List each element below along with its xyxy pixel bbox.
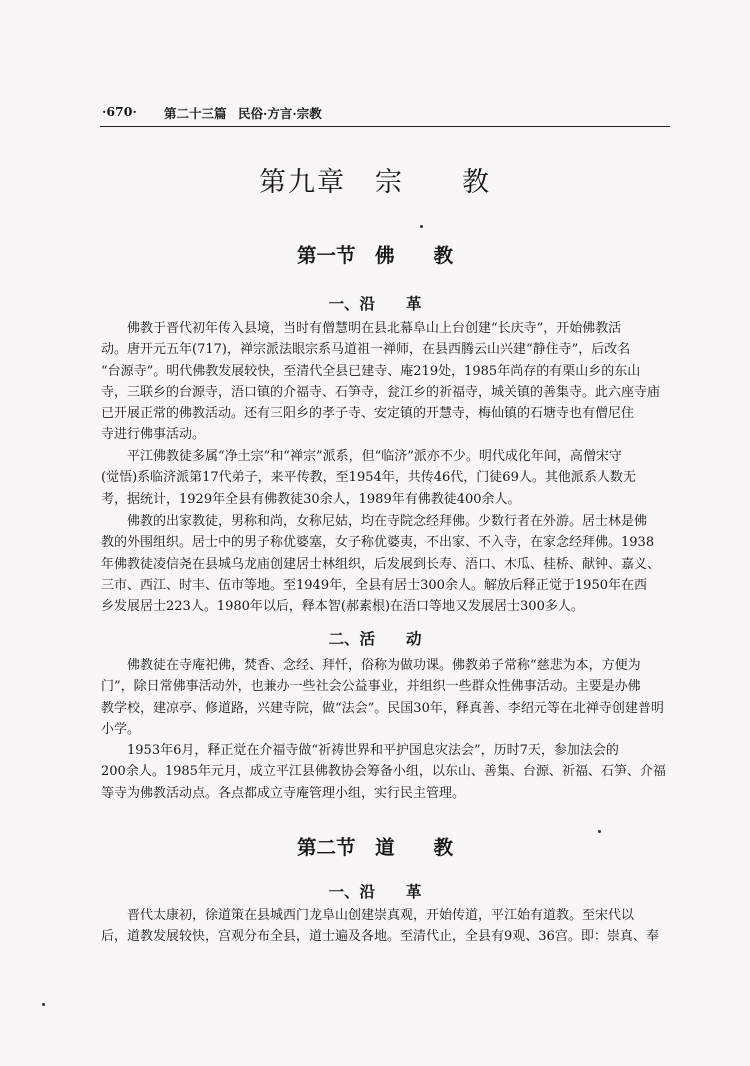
subheading-history: 一、沿 革	[328, 882, 422, 901]
scan-speck	[42, 1003, 45, 1006]
section-title-buddhism: 第一节 佛 教	[296, 244, 453, 267]
text-line: 佛教徒在寺庵祀佛，焚香、念经、拜忏，俗称为做功课。佛教弟子常称“慈悲为本，方便为	[127, 658, 641, 673]
text-line: 门”，除日常佛事活动外，也兼办一些社会公益事业，并组织一些群众性佛事活动。主要是办佛	[101, 679, 641, 695]
text-line: 晋代太康初，徐道策在县城西门龙阜山创建崇真观，开始传道，平江始有道教。至宋代以	[127, 908, 635, 923]
text-line: 寺进行佛事活动。	[101, 427, 206, 443]
running-header	[100, 104, 670, 126]
text-line: 后，道教发展较快，宫观分布全县，道士遍及各地。至清代止，全县有9观、36宫。即：崇真、奉	[101, 929, 659, 945]
text-line: 寺，三联乡的台源寺，浯口镇的介福寺、石笋寺，瓮江乡的祈福寺，城关镇的善集寺。此六座寺庙	[101, 384, 661, 400]
text-line: 乡发展居士223人。1980年以后，释本智(郝素根)在浯口等地又发展居士300多人。	[101, 599, 584, 615]
text-line: 动。唐开元五年(717)，禅宗派法眼宗系马道祖一禅师，在县西腾云山兴建“静住寺”，后改名	[101, 342, 631, 358]
section-title-taoism: 第二节 道 教	[296, 836, 453, 859]
text-line: 已开展正常的佛教活动。还有三阳乡的孝子寺、安定镇的开慧寺，梅仙镇的石塘寺也有僧尼住	[101, 406, 635, 422]
paragraph	[101, 446, 670, 510]
paragraph	[101, 511, 670, 617]
text-line: 考，据统计，1929年全县有佛教徒30余人，1989年有佛教徒400余人。	[101, 491, 521, 507]
text-line: 小学。	[101, 721, 141, 737]
chapter-title: 第九章 宗 教	[259, 167, 491, 198]
subheading-activities: 二、活 动	[328, 629, 422, 648]
text-line: 教学校，建凉亭、修道路，兴建寺院，做“法会”。民国30年，释真善、李绍元等在北禅寺创建普明	[101, 700, 664, 716]
paragraph	[101, 655, 670, 740]
text-line: 三市、西江、时丰、伍市等地。至1949年，全县有居士300余人。解放后释正觉于1950年在西	[101, 577, 647, 593]
paragraph	[101, 905, 670, 948]
page-number: ·670·	[102, 104, 137, 119]
text-line: “台源寺”。明代佛教发展较快，至清代全县已建寺、庵219处，1985年尚存的有栗山乡的东山	[101, 363, 641, 379]
text-line: 年佛教徒凌信尧在县城乌龙庙创建居士林组织，后发展到长寿、浯口、木瓜、桂桥、献钟、嘉义、	[101, 556, 661, 572]
text-line: 200余人。1985年元月，成立平江县佛教协会筹备小组，以东山、善集、台源、祈福、石笋、介福	[101, 764, 666, 780]
text-line: 1953年6月，释正觉在介福寺做“祈祷世界和平护国息灾法会”，历时7天，参加法会的	[127, 743, 619, 758]
topic-label: 民俗·方言·宗教	[238, 106, 322, 121]
part-label: 第二十三篇	[164, 106, 227, 121]
text-line: 佛教于晋代初年传入县境，当时有僧慧明在县北幕阜山上台创建“长庆寺”，开始佛教活	[127, 321, 622, 336]
header-rule	[100, 126, 670, 127]
paragraph	[101, 740, 670, 804]
text-line: 佛教的出家教徒，男称和尚，女称尼姑，均在寺院念经拜佛。少数行者在外游。居士林是佛	[127, 514, 648, 529]
text-line: (觉悟)系临济派第17代弟子，来平传教，至1954年，共传46代，门徒69人。其他派系人数无	[101, 470, 636, 486]
text-line: 教的外围组织。居士中的男子称优婆塞，女子称优婆夷，不出家、不入寺，在家念经拜佛。1938	[101, 535, 655, 551]
text-line: 等寺为佛教活动点。各点都成立寺庵管理小组，实行民主管理。	[101, 785, 466, 801]
text-line: 平江佛教徒多属“净土宗”和“禅宗”派系，但“临济”派亦不少。明代成化年间，高僧宋守	[127, 449, 622, 464]
subheading-history: 一、沿 革	[328, 294, 422, 313]
scan-speck	[420, 225, 423, 228]
scan-speck	[598, 830, 601, 833]
paragraph	[101, 318, 670, 446]
